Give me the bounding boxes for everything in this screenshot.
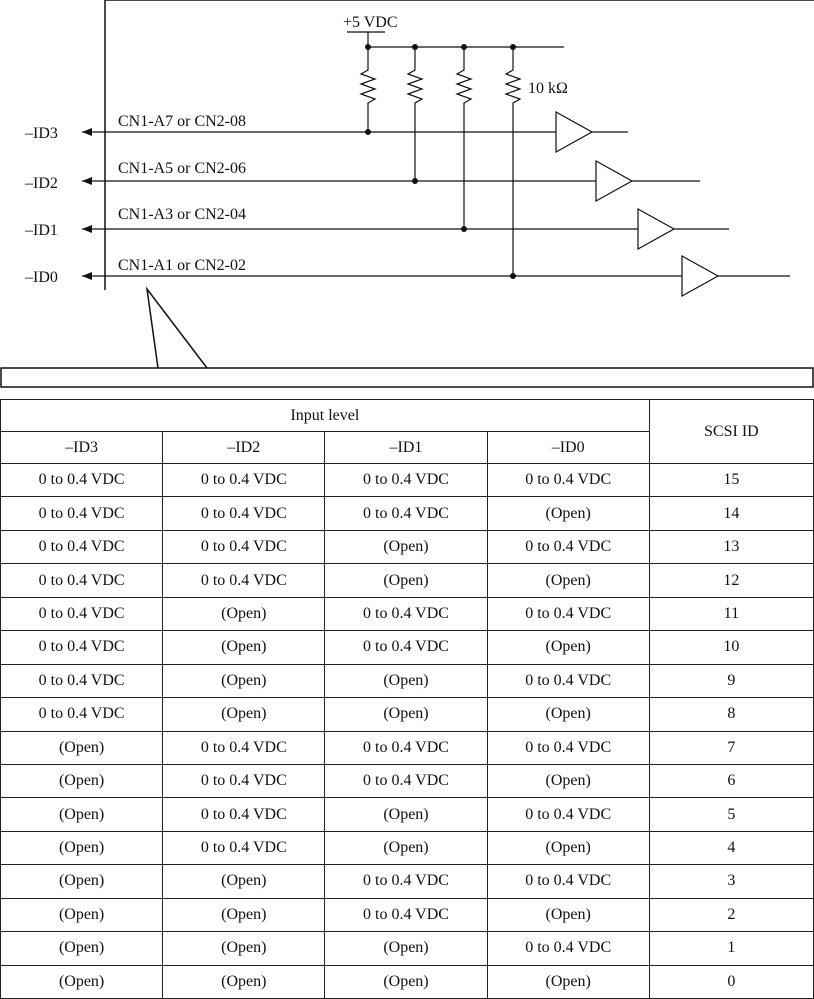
input-level-cell: 0 to 0.4 VDC [487, 664, 649, 697]
resistor-id2 [408, 47, 422, 181]
input-level-cell: (Open) [487, 631, 649, 664]
input-level-cell: (Open) [1, 764, 163, 797]
input-level-cell: 0 to 0.4 VDC [1, 530, 163, 563]
table-row [1, 464, 814, 497]
scsi-id-cell: 12 [649, 564, 813, 597]
table-row [1, 564, 814, 597]
input-level-cell: 0 to 0.4 VDC [325, 898, 487, 931]
input-level-cell: 0 to 0.4 VDC [487, 464, 649, 497]
input-level-cell: 0 to 0.4 VDC [1, 698, 163, 731]
input-level-cell: (Open) [163, 698, 325, 731]
scsi-id-cell: 4 [649, 831, 813, 864]
connector-label-id0: CN1-A1 or CN2-02 [118, 257, 246, 274]
input-level-cell: (Open) [487, 698, 649, 731]
buffer-id3 [556, 112, 592, 152]
input-level-cell: (Open) [325, 831, 487, 864]
scsi-id-cell: 8 [649, 698, 813, 731]
input-level-cell: (Open) [163, 631, 325, 664]
input-level-cell: 0 to 0.4 VDC [1, 597, 163, 630]
input-level-cell: 0 to 0.4 VDC [1, 564, 163, 597]
buffer-id0 [682, 256, 718, 296]
input-level-cell: (Open) [1, 798, 163, 831]
table-row [1, 731, 814, 764]
input-level-cell: 0 to 0.4 VDC [163, 764, 325, 797]
input-level-cell: (Open) [325, 698, 487, 731]
input-level-cell: (Open) [1, 932, 163, 965]
input-level-cell: 0 to 0.4 VDC [1, 631, 163, 664]
input-level-cell: 0 to 0.4 VDC [487, 597, 649, 630]
table-row [1, 597, 814, 630]
input-level-cell: 0 to 0.4 VDC [487, 731, 649, 764]
table-row [1, 497, 814, 530]
buffer-id1 [638, 209, 674, 249]
table-row [1, 965, 814, 998]
input-level-cell: (Open) [487, 564, 649, 597]
table-row [1, 831, 814, 864]
table-row [1, 932, 814, 965]
scsi-id-cell: 13 [649, 530, 813, 563]
scsi-id-cell: 6 [649, 764, 813, 797]
scsi-id-cell: 9 [649, 664, 813, 697]
signal-line-id3 [24, 112, 628, 152]
input-level-cell: (Open) [325, 664, 487, 697]
input-level-cell: 0 to 0.4 VDC [487, 865, 649, 898]
table-row [1, 664, 814, 697]
scsi-id-cell: 14 [649, 497, 813, 530]
scsi-id-cell: 1 [649, 932, 813, 965]
input-level-cell: (Open) [325, 798, 487, 831]
input-level-cell: (Open) [487, 831, 649, 864]
input-level-cell: (Open) [163, 664, 325, 697]
scsi-id-cell: 7 [649, 731, 813, 764]
input-level-cell: 0 to 0.4 VDC [325, 731, 487, 764]
scsi-id-cell: 0 [649, 965, 813, 998]
resistor-id1 [457, 47, 471, 229]
column-header: –ID3 [1, 432, 163, 464]
input-level-header: Input level [1, 400, 650, 432]
table-row [1, 530, 814, 563]
input-level-cell: 0 to 0.4 VDC [325, 764, 487, 797]
connector-label-id2: CN1-A5 or CN2-06 [118, 160, 246, 177]
input-level-cell: 0 to 0.4 VDC [1, 464, 163, 497]
input-level-cell: (Open) [1, 898, 163, 931]
table-row [1, 898, 814, 931]
input-level-cell: (Open) [325, 965, 487, 998]
input-level-cell: 0 to 0.4 VDC [325, 497, 487, 530]
input-level-cell: 0 to 0.4 VDC [325, 464, 487, 497]
input-level-cell: (Open) [1, 865, 163, 898]
input-level-cell: (Open) [1, 731, 163, 764]
input-level-cell: 0 to 0.4 VDC [163, 731, 325, 764]
signal-line-id0 [24, 256, 790, 296]
input-level-cell: (Open) [325, 564, 487, 597]
scsi-id-cell: 3 [649, 865, 813, 898]
signal-label-id1: –ID1 [25, 222, 58, 239]
connector-label-id1: CN1-A3 or CN2-04 [118, 206, 246, 223]
input-level-cell: 0 to 0.4 VDC [487, 932, 649, 965]
table-row [1, 865, 814, 898]
input-level-cell: (Open) [163, 932, 325, 965]
resistor-id0 [506, 47, 520, 276]
scsi-id-cell: 10 [649, 631, 813, 664]
input-level-cell: 0 to 0.4 VDC [487, 530, 649, 563]
column-header: –ID0 [487, 432, 649, 464]
input-level-cell: 0 to 0.4 VDC [325, 597, 487, 630]
column-header: –ID2 [163, 432, 325, 464]
input-level-cell: (Open) [325, 530, 487, 563]
scsi-id-cell: 2 [649, 898, 813, 931]
junction-dots [365, 44, 516, 279]
table-row [1, 764, 814, 797]
input-level-cell: (Open) [487, 764, 649, 797]
supply-label: +5 VDC [343, 14, 398, 31]
input-level-cell: 0 to 0.4 VDC [487, 798, 649, 831]
input-level-cell: (Open) [1, 831, 163, 864]
input-level-cell: 0 to 0.4 VDC [163, 798, 325, 831]
input-level-cell: (Open) [163, 597, 325, 630]
scsi-id-cell: 11 [649, 597, 813, 630]
signal-label-id3: –ID3 [25, 125, 58, 142]
input-level-cell: (Open) [487, 497, 649, 530]
input-level-cell: 0 to 0.4 VDC [163, 464, 325, 497]
signal-label-id0: –ID0 [25, 269, 58, 286]
table-body [1, 464, 814, 999]
callout-bar [1, 368, 813, 387]
connector-label-id3: CN1-A7 or CN2-08 [118, 113, 246, 130]
buffer-id2 [596, 161, 632, 201]
input-level-cell: (Open) [1, 965, 163, 998]
scsi-id-table [0, 399, 814, 999]
input-level-cell: 0 to 0.4 VDC [325, 631, 487, 664]
resistor-id3 [361, 47, 375, 132]
column-header: –ID1 [325, 432, 487, 464]
input-level-cell: 0 to 0.4 VDC [1, 497, 163, 530]
scsi-id-cell: 5 [649, 798, 813, 831]
board-outline [105, 0, 814, 290]
input-level-cell: 0 to 0.4 VDC [163, 831, 325, 864]
table-row [1, 798, 814, 831]
table-row [1, 631, 814, 664]
scsi-id-cell: 15 [649, 464, 813, 497]
signal-line-id2 [24, 160, 700, 201]
input-level-cell: (Open) [487, 898, 649, 931]
input-level-cell: 0 to 0.4 VDC [163, 497, 325, 530]
signal-label-id2: –ID2 [25, 175, 58, 192]
input-level-cell: (Open) [163, 865, 325, 898]
resistor-label: 10 kΩ [528, 80, 568, 97]
input-level-cell: 0 to 0.4 VDC [1, 664, 163, 697]
scsi-id-header: SCSI ID [649, 400, 813, 464]
input-level-cell: 0 to 0.4 VDC [163, 530, 325, 563]
table-row [1, 698, 814, 731]
input-level-cell: (Open) [325, 932, 487, 965]
input-level-cell: (Open) [163, 965, 325, 998]
input-level-cell: 0 to 0.4 VDC [163, 564, 325, 597]
circuit-diagram [0, 0, 814, 399]
input-level-cell: (Open) [487, 965, 649, 998]
input-level-cell: (Open) [163, 898, 325, 931]
input-level-cell: 0 to 0.4 VDC [325, 865, 487, 898]
callout-pointer [147, 289, 207, 368]
signal-line-id1 [24, 206, 729, 249]
